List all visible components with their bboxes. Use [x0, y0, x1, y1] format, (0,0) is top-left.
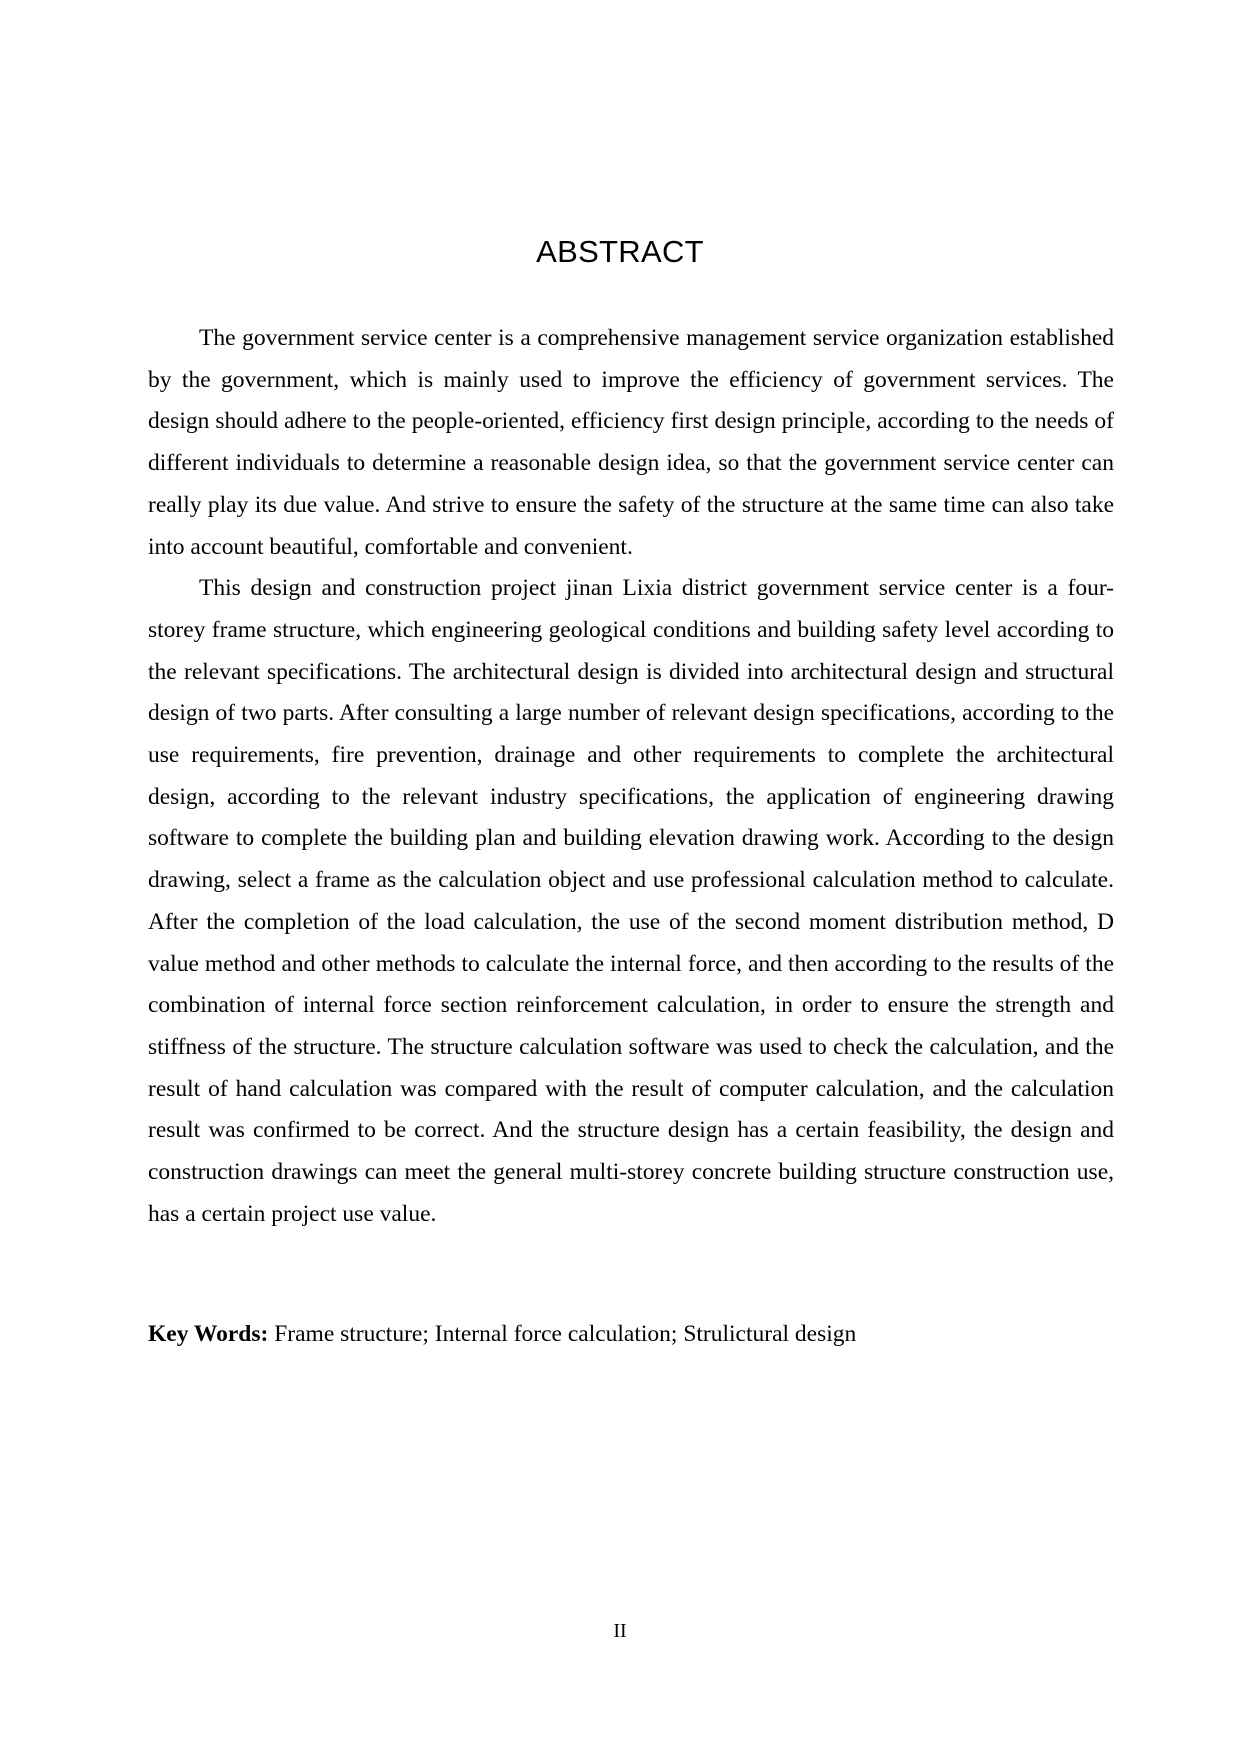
abstract-paragraph-1: The government service center is a comprehensive management service organization established by the government, which is mainly used to improve the efficiency of government services. The design should adhere to the people-oriented, efficiency first design principle, according to the needs of different individuals to determine a reasonable design idea, so that the government service center can really play its due value. And strive to ensure the safety of the structure at the same time can also take into account beautiful, comfortable and convenient. [148, 325, 1114, 560]
abstract-paragraph-2: This design and construction project jinan Lixia district government service center is a four-storey frame structure, which engineering geological conditions and building safety level according to the relevant specifications. The architectural design is divided into architectural design and structural design of two parts. After consulting a large number of relevant design specifications, according to the use requirements, fire prevention, drainage and other requirements to complete the architectural design, according to the relevant industry specifications, the application of engineering drawing software to complete the building plan and building elevation drawing work. According to the design drawing, select a frame as the calculation object and use professional calculation method to calculate. After the completion of the load calculation, the use of the second moment distribution method, D value method and other methods to calculate the internal force, and then according to the results of the combination of internal force section reinforcement calculation, in order to ensure the strength and stiffness of the structure. The structure calculation software was used to check the calculation, and the result of hand calculation was compared with the result of computer calculation, and the calculation result was confirmed to be correct. And the structure design has a certain feasibility, the design and construction drawings can meet the general multi-storey concrete building structure construction use, has a certain project use value. [148, 575, 1114, 1227]
abstract-body [148, 318, 1114, 1235]
keywords-text: Frame structure; Internal force calculation; Strulictural design [268, 1321, 857, 1347]
keywords-label: Key Words: [148, 1321, 269, 1347]
keywords-line [148, 1313, 1114, 1355]
page-number: II [613, 1620, 627, 1642]
abstract-title: ABSTRACT [536, 234, 704, 269]
